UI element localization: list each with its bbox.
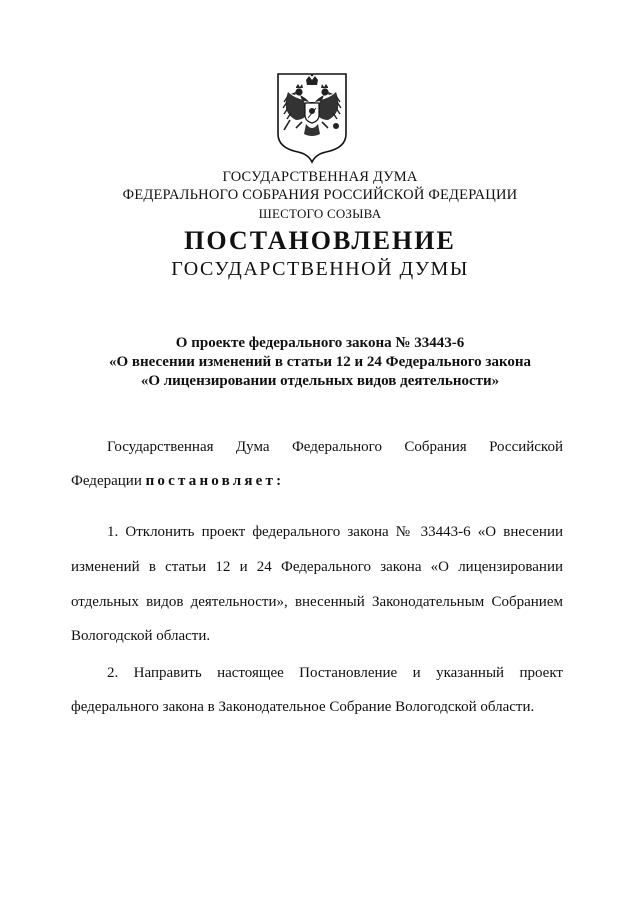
convocation-line: ШЕСТОГО СОЗЫВА — [258, 206, 382, 221]
org-name-line: ГОСУДАРСТВЕННАЯ ДУМА — [222, 169, 418, 185]
document-issuer-title: ГОСУДАРСТВЕННОЙ ДУМЫ — [171, 258, 469, 280]
decision-word: постановляет: — [145, 473, 285, 489]
russian-coat-of-arms-icon — [276, 72, 348, 164]
item-1-line: отдельных видов деятельности», внесенный Законодательным Собранием — [71, 594, 563, 610]
org-name-line: ФЕДЕРАЛЬНОГО СОБРАНИЯ РОССИЙСКОЙ ФЕДЕРАЦИИ — [122, 187, 518, 203]
subject-line: О проекте федерального закона № 33443-6 — [175, 335, 465, 351]
preamble-line: Государственная Дума Федерального Собрания Российской — [107, 439, 563, 455]
item-2-line: 2. Направить настоящее Постановление и указанный проект — [107, 665, 563, 681]
item-1-line: Вологодской области. — [71, 628, 211, 644]
subject-line: «О внесении изменений в статьи 12 и 24 Федерального закона — [108, 354, 532, 370]
preamble-line — [71, 471, 563, 491]
subject-line: «О лицензировании отдельных видов деятельности» — [140, 373, 500, 389]
preamble-text: Федерации — [71, 473, 146, 489]
item-1-line: изменений в статьи 12 и 24 Федерального закона «О лицензировании — [71, 559, 563, 575]
item-2-line: федерального закона в Законодательное Собрание Вологодской области. — [71, 699, 535, 715]
document-type-title: ПОСТАНОВЛЕНИЕ — [184, 226, 456, 255]
item-1-line: 1. Отклонить проект федерального закона № 33443-6 «О внесении — [107, 524, 563, 540]
